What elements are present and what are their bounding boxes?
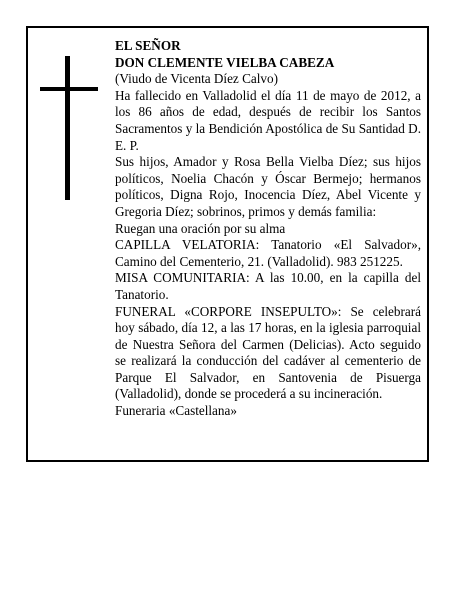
- obituary-notice: [26, 26, 429, 462]
- obituary-text: [115, 38, 421, 420]
- community-mass: MISA COMUNITARIA: A las 10.00, en la capilla del Tanatorio.: [115, 270, 421, 302]
- latin-cross-icon: [40, 56, 98, 200]
- deceased-name: DON CLEMENTE VIELBA CABEZA: [115, 54, 335, 70]
- family-list: Sus hijos, Amador y Rosa Bella Vielba Díez; sus hijos políticos, Noelia Chacón y Óscar Bermejo; hermanos políticos, Digna Rojo, Inocencia Díez, Abel Vicente y Gregoria Díez; sobrinos, primos y demás familia:: [115, 154, 421, 219]
- prayer-request: Ruegan una oración por su alma: [115, 220, 286, 236]
- funeral-home: Funeraria «Castellana»: [115, 403, 237, 419]
- widower-note: (Viudo de Vicenta Díez Calvo): [115, 71, 278, 87]
- death-announcement: Ha fallecido en Valladolid el día 11 de mayo de 2012, a los 86 años de edad, después de recibir los Santos Sacramentos y la Bendición Apostólica de Su Santidad D. E. P.: [115, 87, 421, 153]
- heading-title: EL SEÑOR: [115, 38, 181, 53]
- wake-chapel: CAPILLA VELATORIA: Tanatorio «El Salvador», Camino del Cementerio, 21. (Valladolid). 983 251225.: [115, 237, 421, 269]
- funeral-info: FUNERAL «CORPORE INSEPULTO»: Se celebrará hoy sábado, día 12, a las 17 horas, en la iglesia parroquial de Nuestra Señora del Carmen (Delicias). Acto seguido se realizará la conducción del cadáver al cementerio de Parque El Salvador, en Santovenia de Pisuerga (Valladolid), donde se procederá a su incineración.: [115, 303, 421, 402]
